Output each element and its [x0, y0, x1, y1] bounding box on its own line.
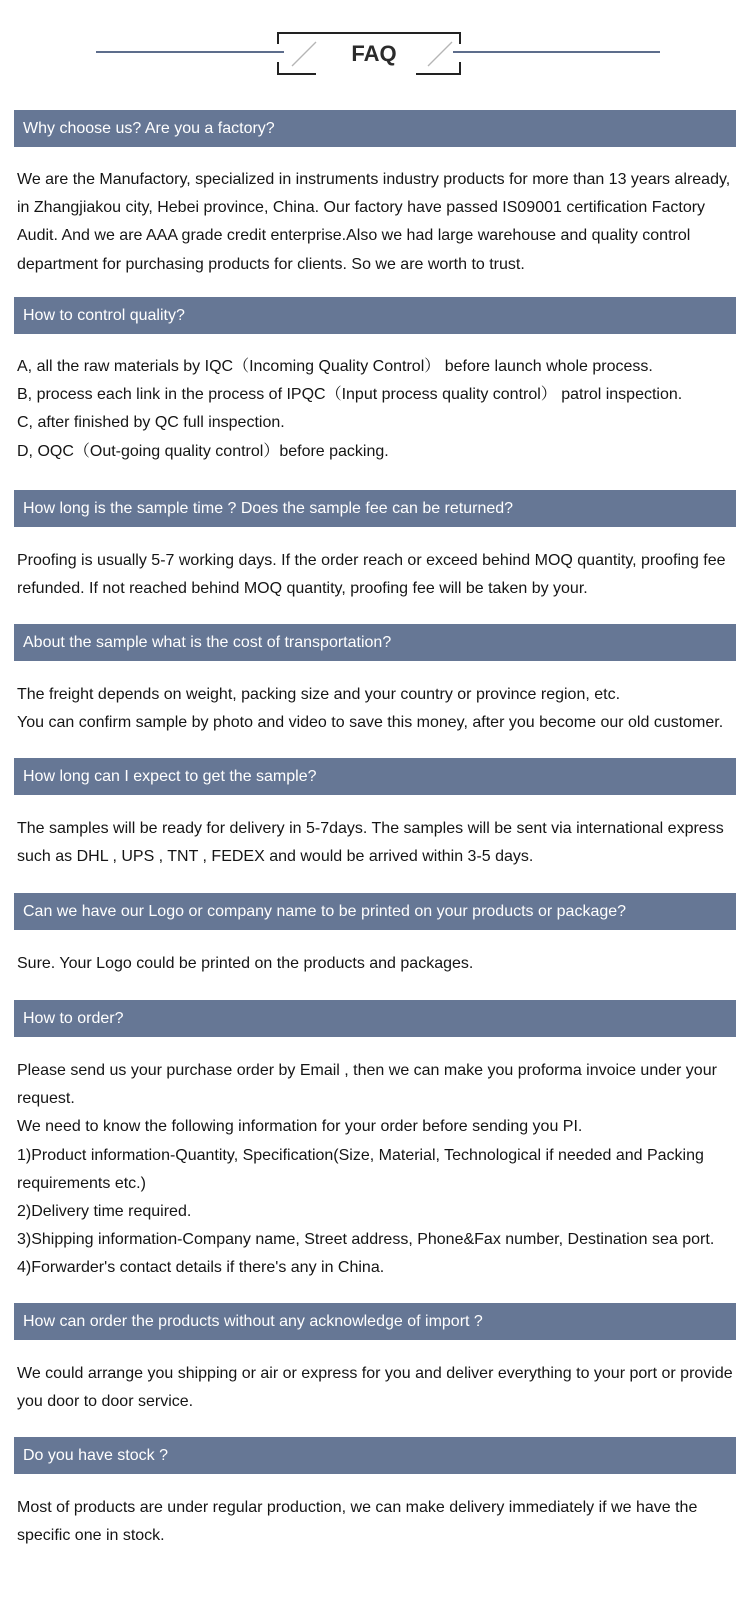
faq-question-3: How long is the sample time ? Does the sample fee can be returned? [14, 490, 736, 527]
faq-answer-6 [17, 950, 747, 978]
answer-line: The samples will be ready for delivery in 5-7days. The samples will be sent via international express such as DHL , UPS , TNT , FEDEX and would be arrived within 3-5 days. [17, 820, 724, 866]
answer-line: We could arrange you shipping or air or express for you and deliver everything to your port or provide you door to door service. [17, 1365, 733, 1411]
answer-line: 4)Forwarder's contact details if there's any in China. [17, 1259, 385, 1277]
answer-line: C, after finished by QC full inspection. [17, 414, 285, 432]
answer-line: Most of products are under regular production, we can make delivery immediately if we have the specific one in stock. [17, 1499, 698, 1545]
faq-answer-5 [17, 815, 747, 871]
answer-line: Please send us your purchase order by Email , then we can make you proforma invoice under your request. [17, 1062, 717, 1108]
answer-line: We are the Manufactory, specialized in instruments industry products for more than 13 years already, in Zhangjiakou city, Hebei province, China. Our factory have passed IS09001 certification Factory Audit. And we are AAA grade credit enterprise.Also we had large warehouse and quality control department for purchasing products for clients. So we are worth to trust. [17, 171, 731, 273]
answer-line: The freight depends on weight, packing size and your country or province region, etc. [17, 686, 621, 703]
faq-answer-3 [17, 547, 747, 603]
faq-question-1: Why choose us? Are you a factory? [14, 110, 736, 147]
faq-question-4: About the sample what is the cost of transportation? [14, 624, 736, 661]
answer-line: D, OQC（Out-going quality control）before packing. [17, 442, 389, 460]
faq-question-6: Can we have our Logo or company name to be printed on your products or package? [14, 893, 736, 930]
answer-line: B, process each link in the process of IPQC（Input process quality control） patrol inspection. [17, 386, 683, 404]
answer-line: You can confirm sample by photo and video to save this money, after you become our old customer. [17, 714, 724, 732]
faq-answer-1 [17, 166, 747, 279]
page-title: FAQ [351, 41, 397, 66]
faq-answer-2 [17, 353, 747, 466]
faq-question-9: Do you have stock ? [14, 1437, 736, 1474]
faq-question-7: How to order? [14, 1000, 736, 1037]
answer-line: 1)Product information-Quantity, Specification(Size, Material, Technological if needed and Packing requirements etc.) [17, 1146, 704, 1192]
faq-answer-9 [17, 1494, 747, 1550]
faq-answer-4 [17, 681, 747, 737]
answer-line: Sure. Your Logo could be printed on the products and packages. [17, 955, 474, 972]
answer-line: Proofing is usually 5-7 working days. If the order reach or exceed behind MOQ quantity, proofing fee refunded. If not reached behind MOQ quantity, proofing fee will be taken by your. [17, 552, 726, 598]
faq-question-5: How long can I expect to get the sample? [14, 758, 736, 795]
faq-question-8: How can order the products without any acknowledge of import ? [14, 1303, 736, 1340]
faq-answer-8 [17, 1360, 747, 1416]
answer-line: 2)Delivery time required. [17, 1203, 192, 1221]
faq-answer-7 [17, 1057, 747, 1283]
answer-line: 3)Shipping information-Company name, Street address, Phone&Fax number, Destination sea port. [17, 1231, 715, 1249]
faq-question-2: How to control quality? [14, 297, 736, 334]
faq-header [0, 0, 750, 100]
answer-line: A, all the raw materials by IQC（Incoming Quality Control） before launch whole process. [17, 358, 653, 375]
answer-line: We need to know the following information for your order before sending you PI. [17, 1118, 583, 1136]
